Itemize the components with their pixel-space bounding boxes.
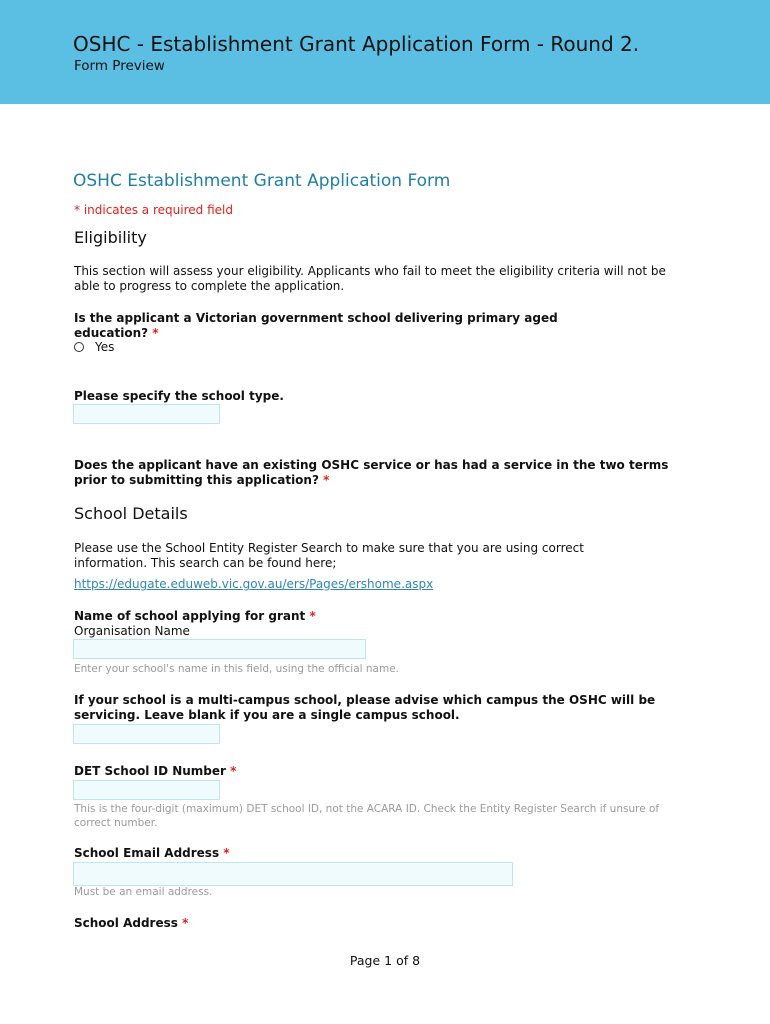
question-existing-service-label: Does the applicant have an existing OSHC service or has had a service in the two terms prior to submitting this application? (74, 458, 669, 487)
entity-register-link[interactable]: https://edugate.eduweb.vic.gov.au/ers/Pages/ershome.aspx (74, 577, 434, 591)
required-mark: * (223, 846, 230, 860)
required-mark: * (309, 609, 316, 623)
organisation-name-input[interactable] (73, 639, 366, 659)
question-address-label: School Address (74, 916, 178, 930)
question-address (74, 916, 689, 931)
required-mark: * (182, 916, 189, 930)
eligibility-heading: Eligibility (74, 228, 147, 247)
question-det-id-label: DET School ID Number (74, 764, 226, 778)
question-det-id (74, 764, 689, 779)
question-existing-service (74, 458, 684, 488)
campus-input[interactable] (73, 724, 220, 744)
question-victorian-school-label: Is the applicant a Victorian government school delivering primary aged education? (74, 311, 558, 340)
question-school-name (74, 609, 689, 624)
det-id-input[interactable] (73, 780, 220, 800)
question-school-type: Please specify the school type. (74, 389, 284, 403)
radio-button[interactable] (74, 342, 84, 352)
option-yes-label: Yes (95, 340, 115, 354)
organisation-name-hint: Enter your school's name in this field, using the official name. (74, 663, 400, 675)
email-hint: Must be an email address. (74, 886, 213, 898)
det-id-hint: This is the four-digit (maximum) DET school ID, not the ACARA ID. Check the Entity Register Search if unsure of correct number. (74, 803, 660, 829)
required-mark: * (230, 764, 237, 778)
email-input[interactable] (73, 862, 513, 886)
page-header (0, 0, 770, 104)
question-email-label: School Email Address (74, 846, 220, 860)
document-subtitle: Form Preview (74, 58, 165, 74)
organisation-name-label: Organisation Name (74, 624, 190, 638)
required-mark: * (323, 473, 330, 487)
school-details-heading: School Details (74, 504, 188, 523)
eligibility-intro: This section will assess your eligibility. Applicants who fail to meet the eligibility criteria will not be able to progress to complete the application. (74, 264, 666, 293)
question-victorian-school (74, 311, 634, 341)
page-number: Page 1 of 8 (349, 953, 421, 968)
question-campus: If your school is a multi-campus school, please advise which campus the OSHC will be servicing. Leave blank if you are a single campus school. (74, 693, 656, 722)
option-yes[interactable] (74, 340, 114, 354)
question-school-name-label: Name of school applying for grant (74, 609, 306, 623)
document-title: OSHC - Establishment Grant Application Form - Round 2. (73, 32, 640, 56)
required-field-note: * indicates a required field (74, 203, 233, 217)
school-type-input[interactable] (73, 404, 220, 424)
question-email (74, 846, 689, 861)
required-mark: * (152, 326, 159, 340)
school-details-intro: Please use the School Entity Register Search to make sure that you are using correct information. This search can be found here; (74, 541, 584, 570)
form-title: OSHC Establishment Grant Application Form (73, 171, 451, 191)
